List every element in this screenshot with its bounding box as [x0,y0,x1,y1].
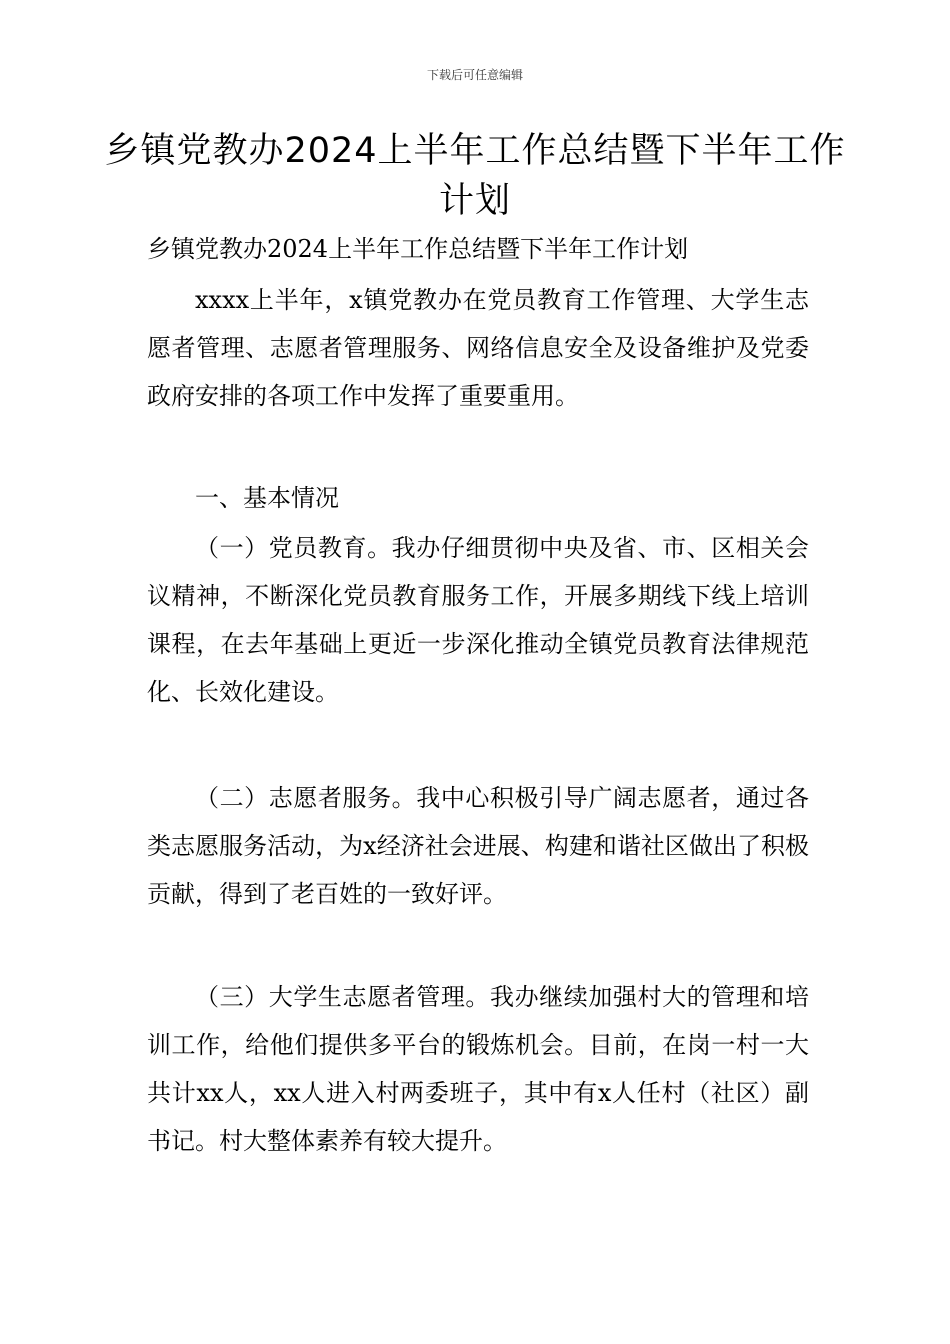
intro-paragraph: xxxx上半年，x镇党教办在党员教育工作管理、大学生志愿者管理、志愿者管理服务、网络信息安全及设备维护及党委政府安排的各项工作中发挥了重要重用。 [147,286,809,410]
paragraph-college-volunteer-management: （三）大学生志愿者管理。我办继续加强村大的管理和培训工作，给他们提供多平台的锻炼机会。目前，在岗一村一大共计xx人，xx人进入村两委班子，其中有x人任村（社区）副书记。村大整体素养有较大提升。 [147,983,809,1155]
paragraph-party-member-education: （一）党员教育。我办仔细贯彻中央及省、市、区相关会议精神，不断深化党员教育服务工作，开展多期线下线上培训课程，在去年基础上更近一步深化推动全镇党员教育法律规范化、长效化建设。 [147,534,809,706]
section-heading-basic-situation: 一、基本情况 [195,484,339,512]
document-title: 乡镇党教办2024上半年工作总结暨下半年工作计划 [104,131,846,221]
header-note: 下载后可任意编辑 [426,68,523,82]
paragraph-volunteer-service: （二）志愿者服务。我中心积极引导广阔志愿者，通过各类志愿服务活动，为x经济社会进展、构建和谐社区做出了积极贡献，得到了老百姓的一致好评。 [147,784,809,908]
document-subtitle: 乡镇党教办2024上半年工作总结暨下半年工作计划 [147,235,689,263]
